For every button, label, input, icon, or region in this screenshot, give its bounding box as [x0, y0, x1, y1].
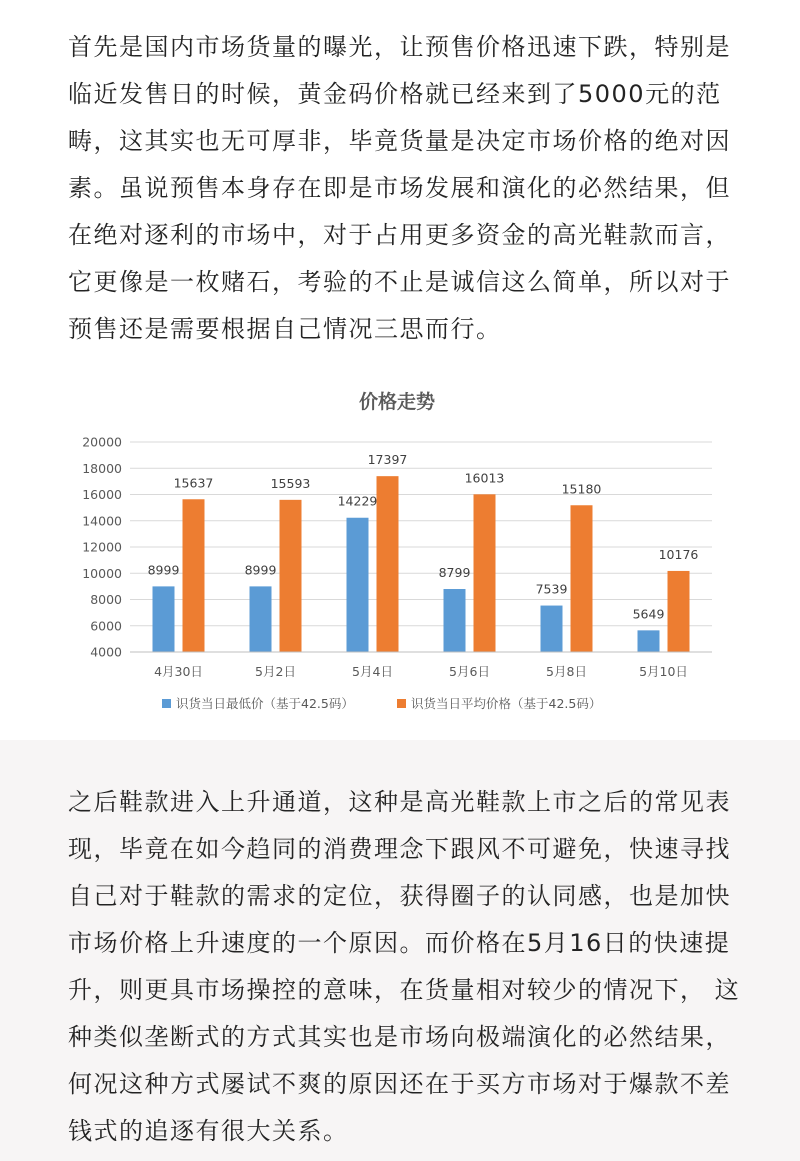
price-trend-chart [0, 370, 800, 730]
paragraph-line: 钱式的追逐有很大关系。 [68, 1117, 349, 1145]
paragraph-line: 素。虽说预售本身存在即是市场发展和演化的必然结果，但 [68, 174, 731, 202]
data-label: 8999 [147, 562, 180, 578]
paragraph-line: 临近发售日的时候，黄金码价格就已经来到了5000元的范 [68, 80, 722, 108]
paragraph-line: 种类似垄断式的方式其实也是市场向极端演化的必然结果， [68, 1023, 731, 1051]
bar-lowest-price [347, 518, 369, 652]
y-tick-label: 20000 [82, 434, 122, 450]
data-label: 14229 [337, 493, 378, 509]
x-tick-label: 5月4日 [352, 664, 393, 679]
legend-label-lowest: 识货当日最低价（基于42.5码） [176, 696, 354, 711]
data-label: 16013 [464, 470, 505, 486]
data-label: 5649 [632, 606, 665, 622]
bar-average-price [377, 476, 399, 652]
data-label: 15180 [561, 481, 602, 497]
analysis-paragraph [68, 779, 748, 1155]
y-tick-label: 8000 [90, 592, 122, 607]
paragraph-line: 现，毕竟在如今趋同的消费理念下跟风不可避免，快速寻找 [68, 835, 731, 863]
y-tick-label: 12000 [82, 539, 122, 555]
x-tick-label: 5月8日 [546, 664, 587, 679]
paragraph-line: 首先是国内市场货量的曝光，让预售价格迅速下跌，特别是 [68, 33, 731, 61]
y-tick-label: 14000 [82, 513, 122, 529]
data-label: 8999 [244, 562, 277, 578]
x-tick-label: 5月6日 [449, 664, 490, 679]
bar-average-price [668, 571, 690, 652]
paragraph-line: 畴，这其实也无可厚非，毕竟货量是决定市场价格的绝对因 [68, 127, 731, 155]
paragraph-line: 升，则更具市场操控的意味，在货量相对较少的情况下， 这 [68, 976, 741, 1004]
data-label: 17397 [367, 452, 408, 468]
bar-average-price [571, 505, 593, 652]
bar-lowest-price [444, 589, 466, 652]
y-tick-label: 4000 [90, 644, 122, 660]
paragraph-line: 自己对于鞋款的需求的定位，获得圈子的认同感，也是加快 [68, 882, 731, 910]
bar-average-price [183, 499, 205, 652]
data-label: 15593 [270, 475, 311, 491]
data-label: 7539 [535, 581, 568, 597]
legend-swatch-lowest [162, 699, 171, 708]
bar-lowest-price [541, 606, 563, 652]
data-label: 10176 [658, 546, 699, 562]
x-tick-label: 5月2日 [255, 664, 296, 679]
legend-label-average: 识货当日平均价格（基于42.5码） [411, 696, 602, 711]
y-tick-label: 18000 [82, 460, 122, 476]
y-tick-label: 6000 [90, 618, 122, 634]
paragraph-line: 何况这种方式屡试不爽的原因还在于买方市场对于爆款不差 [68, 1070, 731, 1098]
chart-title: 价格走势 [358, 391, 436, 413]
bar-lowest-price [250, 586, 272, 652]
paragraph-line: 之后鞋款进入上升通道，这种是高光鞋款上市之后的常见表 [68, 788, 731, 816]
legend-swatch-average [397, 699, 406, 708]
paragraph-line: 在绝对逐利的市场中，对于占用更多资金的高光鞋款而言， [68, 221, 731, 249]
paragraph-line: 它更像是一枚赌石，考验的不止是诚信这么简单，所以对于 [68, 268, 731, 296]
bar-average-price [280, 500, 302, 652]
y-tick-label: 16000 [82, 487, 122, 502]
paragraph-line: 市场价格上升速度的一个原因。而价格在5月16日的快速提 [68, 929, 731, 957]
y-tick-label: 10000 [82, 565, 122, 581]
x-tick-label: 4月30日 [154, 664, 203, 679]
bar-average-price [474, 494, 496, 652]
paragraph-line: 预售还是需要根据自己情况三思而行。 [68, 315, 502, 343]
bar-lowest-price [638, 630, 660, 652]
data-label: 8799 [438, 565, 471, 581]
data-label: 15637 [173, 475, 214, 491]
x-tick-label: 5月10日 [639, 664, 688, 679]
intro-paragraph [68, 24, 748, 353]
bar-lowest-price [153, 586, 175, 652]
